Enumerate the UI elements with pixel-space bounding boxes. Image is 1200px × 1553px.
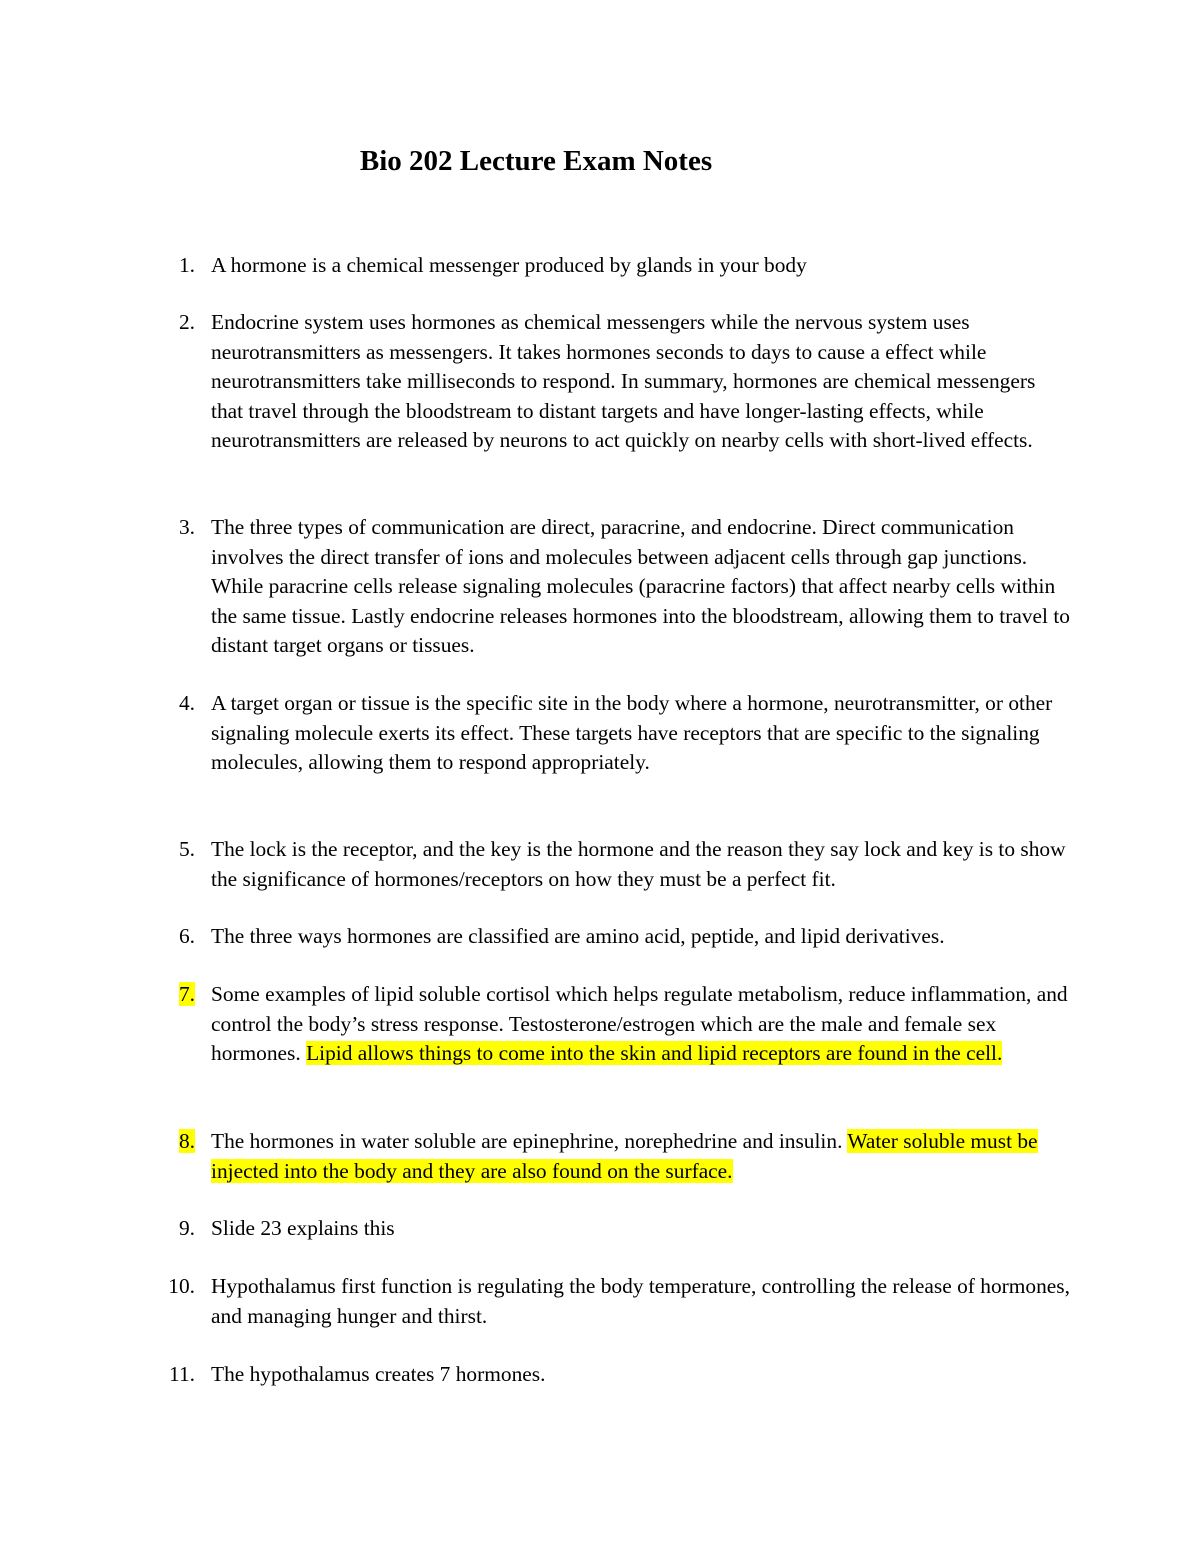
item-text: A hormone is a chemical messenger produced by glands in your body [211, 253, 807, 277]
item-number: 10. [168, 1274, 195, 1298]
item-text: The lock is the receptor, and the key is the hormone and the reason they say lock and key is to show the significance of hormones/receptors on how they must be a perfect fit. [211, 837, 1066, 891]
item-number: 5. [178, 837, 195, 861]
item-number: 1. [178, 253, 195, 277]
item-text: The three ways hormones are classified are amino acid, peptide, and lipid derivatives. [211, 924, 945, 948]
page-title: Bio 202 Lecture Exam Notes [359, 145, 713, 177]
item-number [179, 1127, 195, 1157]
item-text [211, 980, 1071, 1069]
item-text: A target organ or tissue is the specific site in the body where a hormone, neurotransmitter, or other signaling molecule exerts its effect. These targets have receptors that are specific to the signaling molecules, allowing them to respond appropriately. [211, 691, 1053, 774]
item-text-plain: Some examples of lipid soluble cortisol which helps regulate metabolism, reduce inflammation, and control the body’s stress response. Testosterone/estrogen which are the male and female sex hormones. [211, 982, 1068, 1065]
item-text [211, 1127, 1071, 1186]
item-number: 11. [169, 1362, 195, 1386]
highlighted-text: Lipid allows things to come into the skin and lipid receptors are found in the cell. [306, 1041, 1003, 1065]
highlighted-text: Water soluble must be injected into the body and they are also found on the surface. [211, 1129, 1038, 1183]
item-number: 3. [178, 515, 195, 539]
item-text: The hypothalamus creates 7 hormones. [211, 1362, 546, 1386]
item-text-plain: The hormones in water soluble are epinephrine, norephedrine and insulin. [211, 1129, 843, 1153]
item-text: Hypothalamus first function is regulating the body temperature, controlling the release of hormones, and managing hunger and thirst. [211, 1274, 1070, 1328]
item-number-highlight: 8. [178, 1129, 195, 1153]
item-number-highlight: 7. [178, 982, 195, 1006]
item-number: 2. [178, 310, 195, 334]
item-number: 9. [178, 1216, 195, 1240]
item-text: Slide 23 explains this [211, 1216, 395, 1240]
item-number: 4. [178, 691, 195, 715]
item-number [179, 980, 195, 1010]
item-text: The three types of communication are direct, paracrine, and endocrine. Direct communication involves the direct transfer of ions and molecules between adjacent cells through gap junctions. While paracrine cells release signaling molecules (paracrine factors) that affect nearby cells within the same tissue. Lastly endocrine releases hormones into the bloodstream, allowing them to travel to distant target organs or tissues. [211, 515, 1070, 657]
item-number: 6. [178, 924, 195, 948]
item-text: Endocrine system uses hormones as chemical messengers while the nervous system uses neurotransmitters as messengers. It takes hormones seconds to days to cause a effect while neurotransmitters take milliseconds to respond. In summary, hormones are chemical messengers that travel through the bloodstream to distant targets and have longer-lasting effects, while neurotransmitters are released by neurons to act quickly on nearby cells with short-lived effects. [211, 310, 1036, 452]
